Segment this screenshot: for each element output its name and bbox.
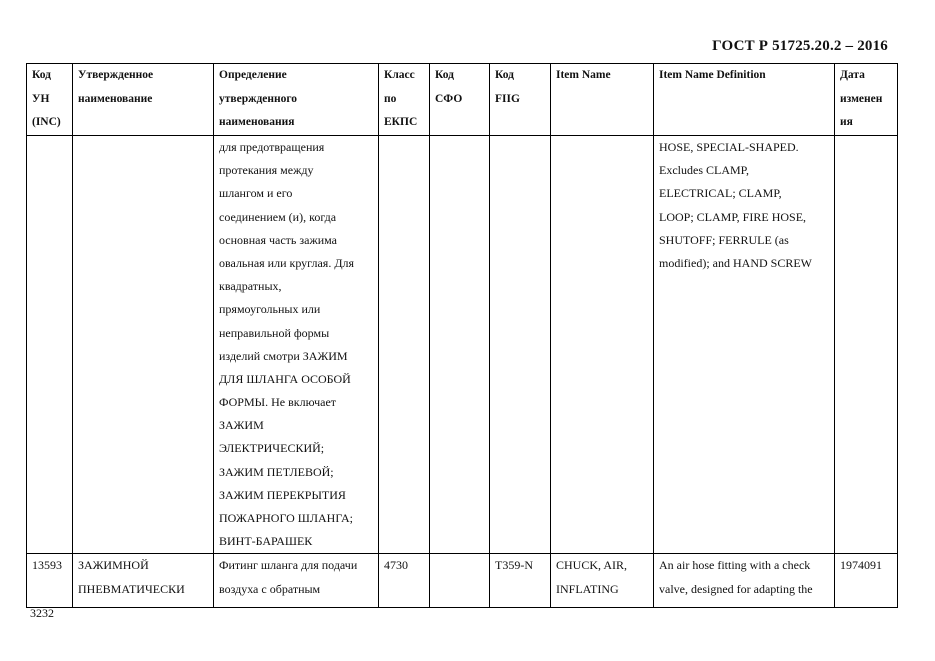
col-header-definition xyxy=(214,64,379,136)
cell-text-line: ЗАЖИМНОЙ xyxy=(78,558,149,573)
cell-item-name xyxy=(551,554,654,608)
cell-text-line: изделий смотри ЗАЖИМ xyxy=(219,348,348,363)
cell-text-line: ЕКПС xyxy=(384,116,418,128)
cell-text-line: ПОЖАРНОГО ШЛАНГА; xyxy=(219,511,353,525)
cell-text-line: Код xyxy=(435,69,455,81)
col-header-inc xyxy=(27,64,73,136)
cell-text-line: основная часть зажима xyxy=(219,232,338,247)
cell-change-date xyxy=(835,136,898,554)
cell-text-line: СФО xyxy=(435,92,463,105)
cell-text-line: Excludes CLAMP, xyxy=(659,163,749,178)
cell-text-line: прямоугольных или xyxy=(219,302,321,317)
cell-text-line: ПНЕВМАТИЧЕСКИ xyxy=(78,581,185,596)
nomenclature-table xyxy=(26,63,898,608)
col-header-item-name-definition xyxy=(654,64,835,136)
cell-text-line: ЗАЖИМ ПЕРЕКРЫТИЯ xyxy=(219,487,346,502)
cell-text-line: протекания между xyxy=(219,163,314,178)
cell-text-line: наименование xyxy=(78,92,153,105)
cell-text-line: ЗАЖИМ xyxy=(219,418,264,433)
cell-text-line: SHUTOFF; FERRULE (as xyxy=(659,232,789,247)
cell-fiig-code xyxy=(490,136,551,554)
cell-text-line: Код xyxy=(32,69,52,81)
col-header-approved-name xyxy=(73,64,214,136)
cell-text-line: квадратных, xyxy=(219,279,282,294)
cell-fiig-code xyxy=(490,554,551,608)
cell-text-line: Дата xyxy=(840,69,865,81)
cell-text-line: ия xyxy=(840,116,853,128)
cell-text-line: ДЛЯ ШЛАНГА ОСОБОЙ xyxy=(219,371,351,386)
cell-text-line: 1974091 xyxy=(840,558,882,573)
cell-text-line: наименования xyxy=(219,116,295,128)
document-title: ГОСТ Р 51725.20.2 – 2016 xyxy=(712,38,888,54)
cell-change-date xyxy=(835,554,898,608)
col-header-ekps-class xyxy=(379,64,430,136)
col-header-fiig-code xyxy=(490,64,551,136)
cell-text-line: УН xyxy=(32,92,50,105)
cell-item-name-definition xyxy=(654,554,835,608)
cell-text-line: 13593 xyxy=(32,558,62,573)
cell-text-line: T359-N xyxy=(495,558,533,573)
cell-text-line: Код xyxy=(495,69,515,81)
cell-definition xyxy=(214,136,379,554)
cell-text-line: 4730 xyxy=(384,558,408,573)
col-header-sfo-code xyxy=(430,64,490,136)
cell-text-line: изменен xyxy=(840,92,883,105)
cell-inc xyxy=(27,136,73,554)
cell-text-line: соединением (и), когда xyxy=(219,209,337,224)
cell-approved-name xyxy=(73,554,214,608)
cell-text-line: (INC) xyxy=(32,116,61,128)
cell-approved-name xyxy=(73,136,214,554)
cell-item-name xyxy=(551,136,654,554)
cell-ekps-class xyxy=(379,136,430,554)
cell-text-line: Класс xyxy=(384,69,415,81)
cell-text-line: Item Name xyxy=(556,69,611,81)
cell-text-line: Утвержденное xyxy=(78,69,154,81)
table-row xyxy=(27,136,898,554)
cell-text-line: ЭЛЕКТРИЧЕСКИЙ; xyxy=(219,441,325,456)
cell-text-line: шлангом и его xyxy=(219,186,293,201)
cell-sfo-code xyxy=(430,136,490,554)
cell-text-line: FIIG xyxy=(495,92,520,105)
cell-text-line: для предотвращения xyxy=(219,140,325,154)
cell-text-line: ФОРМЫ. Не включает xyxy=(219,395,337,410)
cell-text-line: воздуха с обратным xyxy=(219,581,321,596)
cell-text-line: HOSE, SPECIAL-SHAPED. xyxy=(659,140,799,154)
cell-sfo-code xyxy=(430,554,490,608)
col-header-item-name xyxy=(551,64,654,136)
cell-item-name-definition xyxy=(654,136,835,554)
cell-text-line: valve, designed for adapting the xyxy=(659,581,813,596)
cell-ekps-class xyxy=(379,554,430,608)
cell-text-line: ELECTRICAL; CLAMP, xyxy=(659,186,782,201)
cell-definition xyxy=(214,554,379,608)
cell-text-line: CHUCK, AIR, xyxy=(556,558,628,573)
cell-text-line: An air hose fitting with a check xyxy=(659,558,811,573)
cell-text-line: утвержденного xyxy=(219,92,298,105)
cell-inc xyxy=(27,554,73,608)
cell-text-line: Фитинг шланга для подачи xyxy=(219,558,358,573)
page-number: 3232 xyxy=(30,606,54,620)
table-row xyxy=(27,554,898,608)
cell-text-line: modified); and HAND SCREW xyxy=(659,255,812,270)
cell-text-line: по xyxy=(384,92,397,105)
cell-text-line: LOOP; CLAMP, FIRE HOSE, xyxy=(659,209,807,224)
cell-text-line: ЗАЖИМ ПЕТЛЕВОЙ; xyxy=(219,464,334,479)
cell-text-line: ВИНТ-БАРАШЕК xyxy=(219,534,313,549)
cell-text-line: INFLATING xyxy=(556,581,619,596)
cell-text-line: неправильной формы xyxy=(219,325,330,340)
col-header-change-date xyxy=(835,64,898,136)
cell-text-line: Определение xyxy=(219,69,287,81)
cell-text-line: овальная или круглая. Для xyxy=(219,255,355,270)
cell-text-line: Item Name Definition xyxy=(659,69,766,81)
header-row xyxy=(27,64,898,136)
